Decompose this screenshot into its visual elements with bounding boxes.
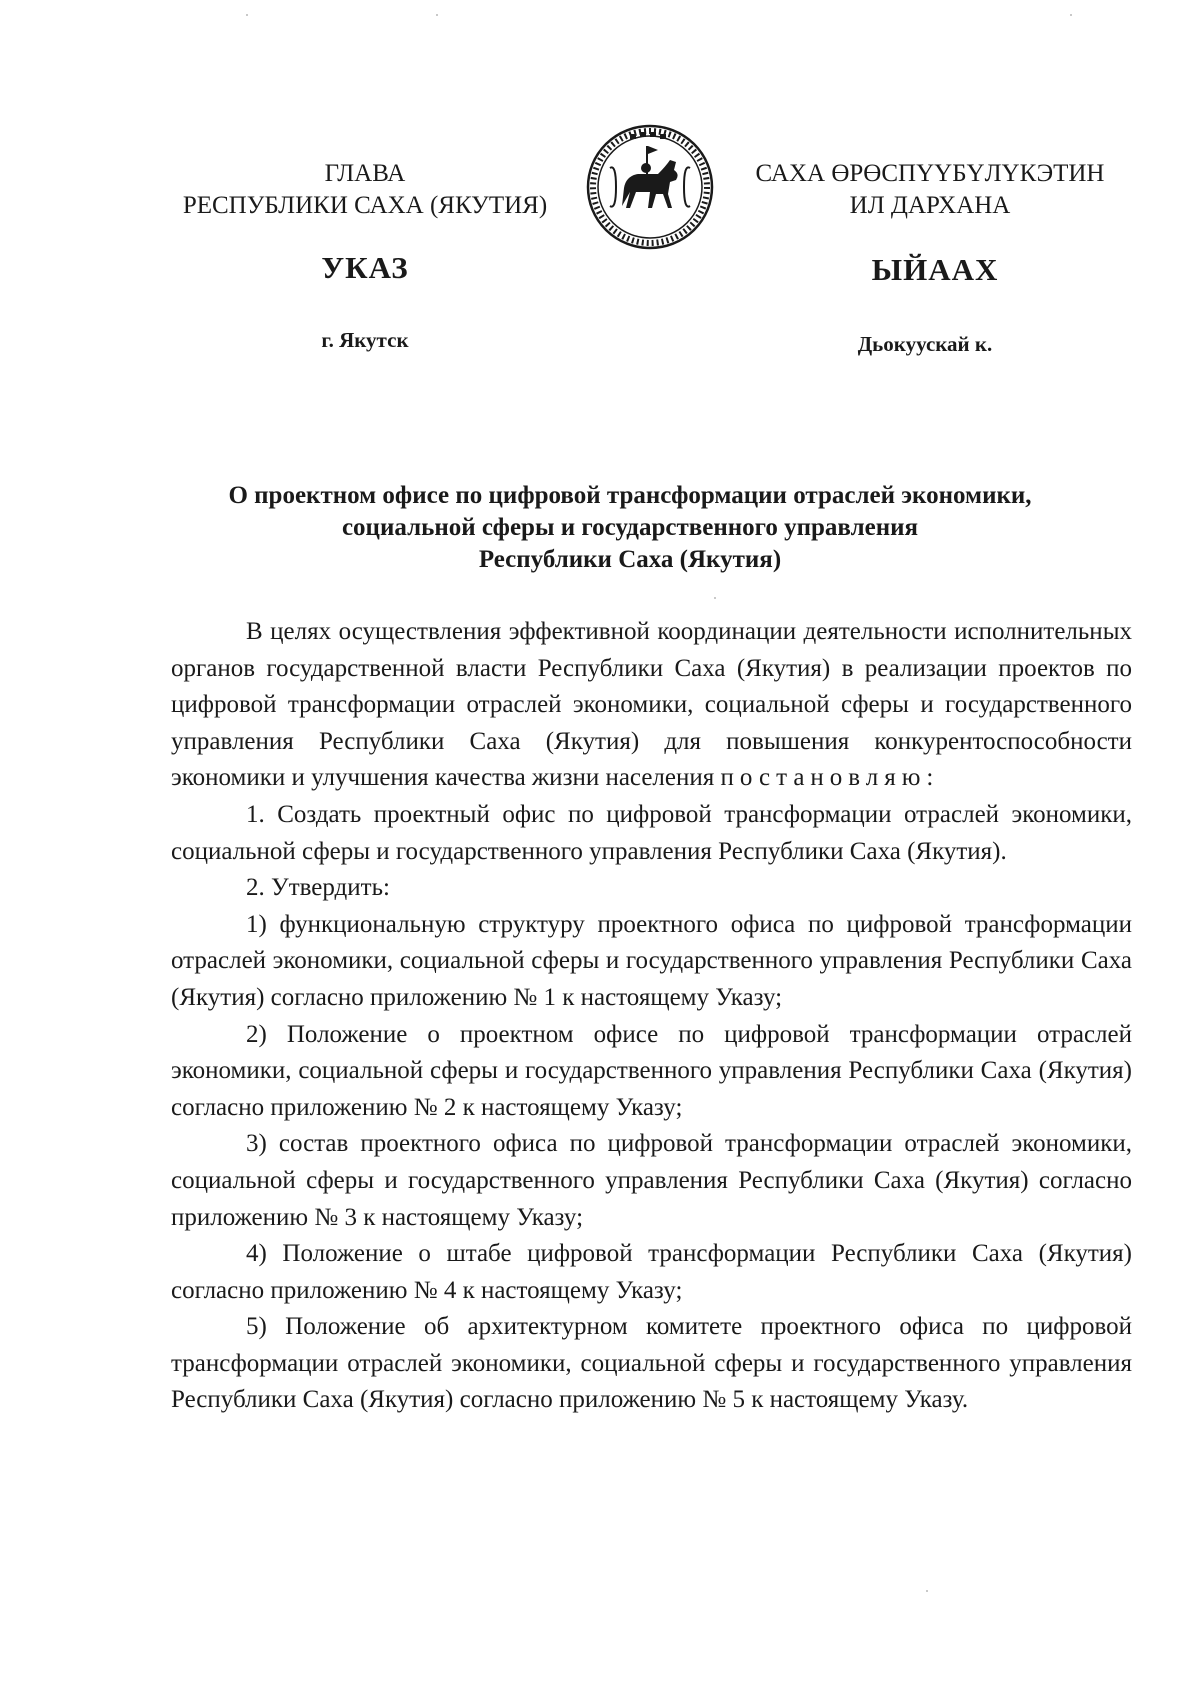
issuer-line-1: ГЛАВА bbox=[324, 160, 406, 187]
doc-type-ru: УКАЗ bbox=[321, 250, 409, 285]
preamble-text: В целях осуществления эффективной координации деятельности исполнительных органов государственной власти Республики Саха (Якутия) в реализации проектов по цифровой трансформации отраслей экономики, социальной сферы и государственного управления Республики Саха (Якутия) для повышения конкурентоспособности экономики и улучшения качества жизни населения bbox=[171, 618, 1132, 792]
city-ru: г. Якутск bbox=[321, 328, 409, 352]
scan-speck bbox=[714, 597, 716, 599]
decree-word: постановляю: bbox=[720, 764, 940, 792]
doc-type-sah: ЫЙААХ bbox=[871, 252, 999, 287]
document-title bbox=[150, 480, 1110, 576]
subitem-3: 3) состав проектного офиса по цифровой трансформации отраслей экономики, социальной сферы и государственного управления Республики Саха (Якутия) согласно приложению № 3 к настоящему Указу; bbox=[171, 1130, 1132, 1231]
issuer-line-1-sah: САХА ӨРӨСПҮҮБҮЛҮКЭТИН bbox=[755, 160, 1105, 187]
issuer-header-sah bbox=[725, 158, 1135, 222]
preamble-paragraph bbox=[171, 614, 1132, 797]
document-body bbox=[171, 614, 1132, 1419]
scan-speck bbox=[1070, 14, 1072, 16]
title-line-2: социальной сферы и государственного управления bbox=[341, 514, 919, 541]
city-sah: Дьокуускай к. bbox=[857, 332, 993, 356]
scan-speck bbox=[926, 1590, 928, 1592]
issuer-header-ru bbox=[165, 158, 565, 222]
subitem-5: 5) Положение об архитектурном комитете проектного офиса по цифровой трансформации отраслей экономики, социальной сферы и государственного управления Республики Саха (Якутия) согласно приложению № 5 к настоящему Указу. bbox=[171, 1313, 1132, 1414]
scan-speck bbox=[436, 14, 438, 16]
title-line-3: Республики Саха (Якутия) bbox=[478, 546, 782, 573]
coat-of-arms-emblem bbox=[586, 124, 714, 250]
subitem-2: 2) Положение о проектном офисе по цифровой трансформации отраслей экономики, социальной сферы и государственного управления Республики Саха (Якутия) согласно приложению № 2 к настоящему Указу; bbox=[171, 1020, 1132, 1121]
subitem-4: 4) Положение о штабе цифровой трансформации Республики Саха (Якутия) согласно приложению № 4 к настоящему Указу; bbox=[171, 1240, 1132, 1304]
scan-speck bbox=[246, 14, 248, 16]
issuer-line-2-sah: ИЛ ДАРХАНА bbox=[849, 192, 1011, 219]
issuer-line-2: РЕСПУБЛИКИ САХА (ЯКУТИЯ) bbox=[182, 192, 548, 219]
title-line-1: О проектном офисе по цифровой трансформации отраслей экономики, bbox=[228, 482, 1032, 509]
subitem-1: 1) функциональную структуру проектного офиса по цифровой трансформации отраслей экономики, социальной сферы и государственного управления Республики Саха (Якутия) согласно приложению № 1 к настоящему Указу; bbox=[171, 910, 1132, 1011]
item-1: 1. Создать проектный офис по цифровой трансформации отраслей экономики, социальной сферы и государственного управления Республики Саха (Якутия). bbox=[171, 800, 1132, 865]
item-2: 2. Утвердить: bbox=[246, 874, 390, 902]
